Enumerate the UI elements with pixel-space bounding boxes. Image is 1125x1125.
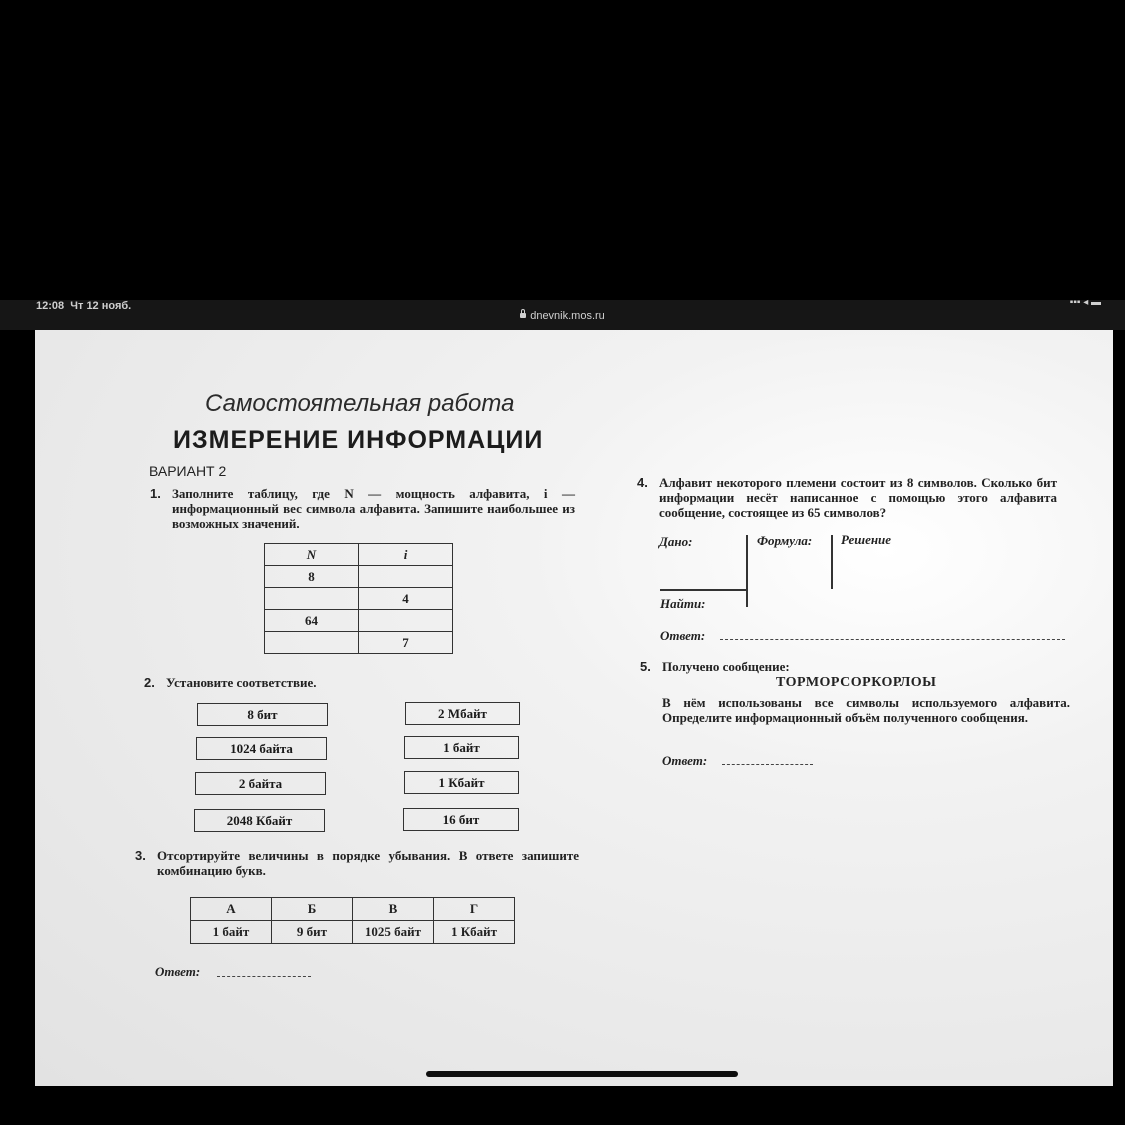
status-time: 12:08 Чт 12 нояб. (36, 300, 132, 312)
task-4-answer-label: Ответ: (660, 628, 706, 643)
table-header-n: N (265, 544, 359, 566)
task-1-number: 1. (150, 486, 161, 501)
table-cell: 1 Кбайт (434, 921, 515, 944)
status-bar (0, 297, 1125, 330)
formula-label: Формула: (757, 533, 813, 548)
table-cell[interactable] (265, 588, 359, 610)
worksheet-title: Самостоятельная работа (205, 390, 515, 417)
task-4-number: 4. (637, 475, 648, 490)
match-left-3[interactable]: 2 байта (195, 772, 326, 795)
task-2-number: 2. (144, 675, 155, 690)
find-divider (660, 589, 747, 591)
table-cell[interactable]: 7 (359, 632, 453, 654)
task-1-text: Заполните таблицу, где N — мощность алфавита, i — информационный вес символа алфавита. Запишите наибольшее из возможных значений. (172, 486, 575, 531)
table-cell[interactable] (265, 632, 359, 654)
match-left-4[interactable]: 2048 Кбайт (194, 809, 325, 832)
battery-wifi-icon: ▪▪▪ ◂ ▬ (1069, 297, 1101, 308)
match-left-1[interactable]: 8 бит (197, 703, 328, 726)
table-header: В (353, 898, 434, 921)
task-3-answer-field[interactable] (217, 976, 311, 977)
table-row (191, 921, 515, 944)
worksheet-page (35, 330, 1113, 1086)
table-row (265, 566, 453, 588)
task-2 (144, 675, 466, 690)
task-3 (135, 848, 579, 878)
task-5-text: Получено сообщение: (662, 659, 790, 674)
table-cell: 9 бит (272, 921, 353, 944)
task-3-table (190, 897, 515, 944)
solution-label: Решение (841, 532, 892, 547)
table-row (265, 632, 453, 654)
table-header: Г (434, 898, 515, 921)
lock-icon (520, 313, 526, 318)
task-5-answer-field[interactable] (722, 764, 813, 765)
task-5-number: 5. (640, 659, 651, 674)
variant-label: ВАРИАНТ 2 (149, 463, 227, 479)
task-1-table (264, 543, 453, 654)
table-cell[interactable] (359, 566, 453, 588)
match-right-1[interactable]: 2 Мбайт (405, 702, 520, 725)
given-label: Дано: (659, 534, 693, 549)
task-4 (637, 475, 1057, 520)
table-cell[interactable]: 8 (265, 566, 359, 588)
table-header-i: i (359, 544, 453, 566)
task-5-answer-label: Ответ: (662, 753, 708, 768)
url-text: dnevnik.mos.ru (530, 310, 605, 322)
home-indicator[interactable] (426, 1071, 738, 1077)
formula-divider (831, 535, 833, 589)
received-message: ТОРМОРСОРКОРЛОЫ (776, 675, 937, 690)
match-right-3[interactable]: 1 Кбайт (404, 771, 519, 794)
find-label: Найти: (660, 596, 706, 611)
task-1 (150, 486, 575, 531)
task-3-answer-label: Ответ: (155, 964, 201, 979)
task-5-description: В нём использованы все символы используемого алфавита. Определите информационный объём полученного сообщения. (662, 695, 1070, 725)
table-cell: 1 байт (191, 921, 272, 944)
table-row (265, 588, 453, 610)
match-left-2[interactable]: 1024 байта (196, 737, 327, 760)
task-3-number: 3. (135, 848, 146, 863)
task-4-answer-field[interactable] (720, 639, 1065, 640)
address-bar[interactable] (0, 310, 1125, 322)
table-header: А (191, 898, 272, 921)
match-right-4[interactable]: 16 бит (403, 808, 519, 831)
worksheet-subtitle: ИЗМЕРЕНИЕ ИНФОРМАЦИИ (173, 426, 544, 454)
match-right-2[interactable]: 1 байт (404, 736, 519, 759)
task-4-text: Алфавит некоторого племени состоит из 8 символов. Сколько бит информации несёт написанное с помощью этого алфавита сообщение, состоящее из 65 символов? (659, 475, 1057, 520)
table-cell[interactable] (359, 610, 453, 632)
task-3-text: Отсортируйте величины в порядке убывания. В ответе запишите комбинацию букв. (157, 848, 579, 878)
given-divider (746, 535, 748, 607)
task-2-text: Установите соответствие. (166, 675, 317, 690)
table-row (265, 610, 453, 632)
table-cell[interactable]: 4 (359, 588, 453, 610)
task-5 (640, 659, 1062, 674)
table-header: Б (272, 898, 353, 921)
table-cell: 1025 байт (353, 921, 434, 944)
table-cell[interactable]: 64 (265, 610, 359, 632)
